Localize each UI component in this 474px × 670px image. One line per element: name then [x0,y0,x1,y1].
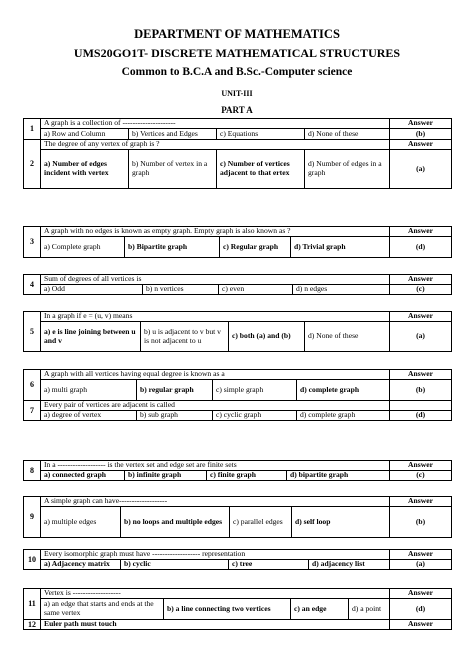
option-d: d) Number of edges in a graph [305,150,390,189]
option-a: a) connected graph [41,471,125,481]
option-b: b) Number of vertex in a graph [129,150,217,189]
question-number: 7 [24,401,41,421]
answer-blank [390,401,452,411]
question-table-9 [23,496,452,538]
option-a: a) Number of edges incident with vertex [41,150,129,189]
question-number: 3 [24,227,41,258]
answer-header: Answer [390,140,452,150]
answer-header: Answer [390,589,452,599]
option-b: b) cyclic [121,560,229,570]
option-c: c) an edge [291,599,349,620]
answer-key: (d) [390,411,452,421]
question-text: A graph is a collection of --------------------- [41,119,390,129]
answer-key: (c) [390,285,452,295]
option-b: b) sub graph [137,411,213,421]
question-text: A simple graph can have------------------- [41,497,390,507]
option-b: b) regular graph [137,380,213,401]
question-text: Every pair of vertices are adjacent is called [41,401,390,411]
question-number: 1 [24,119,41,140]
option-c: c) Number of vertices adjacent to that ertex [217,150,305,189]
answer-header: Answer [390,370,452,380]
option-c: c) Regular graph [220,237,291,258]
answer-key: (d) [390,599,452,620]
answer-header: Answer [390,275,452,285]
option-a: a) Row and Column [41,129,129,140]
question-table-11-12 [23,588,452,630]
answer-key: (a) [390,150,452,189]
answer-key: (b) [390,380,452,401]
answer-header: Answer [390,227,452,237]
unit-label: UNIT-III [221,89,253,98]
question-text: Sum of degrees of all vertices is [41,275,390,285]
option-d: d) complete graph [297,380,390,401]
option-d: d) complete graph [297,411,390,421]
option-d: d) adjacency list [309,560,390,570]
option-b: b) infinite graph [125,471,207,481]
option-a: a) multiple edges [41,507,121,538]
option-c: c) parallel edges [230,507,292,538]
question-table-10 [23,549,452,570]
question-number: 12 [24,620,41,630]
answer-key: (b) [390,507,452,538]
question-table-8 [23,460,452,481]
option-a: a) multi graph [41,380,137,401]
answer-header: Answer [390,620,452,630]
option-b: b) u is adjacent to v but v is not adjacent to u [141,322,229,352]
option-d: d) a point [349,599,390,620]
question-number: 11 [24,589,41,620]
question-table-3 [23,226,452,258]
answer-header: Answer [390,497,452,507]
option-b: b) Vertices and Edges [129,129,217,140]
option-d: d) n edges [293,285,390,295]
question-number: 8 [24,461,41,481]
option-d: d) self loop [292,507,390,538]
question-text: The degree of any vertex of graph is ? [41,140,390,150]
option-c: c) even [219,285,293,295]
answer-key: (c) [390,471,452,481]
option-d: d) None of these [305,322,390,352]
answer-key: (b) [390,129,452,140]
question-text: Every isomorphic graph must have ------------------- representation [41,550,390,560]
option-a: a) degree of vertex [41,411,137,421]
answer-key: (a) [390,560,452,570]
question-text: In a graph if e = (u, v) means [41,312,390,322]
answer-key: (d) [390,237,452,258]
question-text: A graph with no edges is known as empty graph. Empty graph is also known as ? [41,227,390,237]
question-text: Euler path must touch [41,620,390,630]
option-a: a) an edge that starts and ends at the same vertex [41,599,164,620]
question-number: 4 [24,275,41,295]
option-c: c) cyclic graph [213,411,297,421]
course-title: UMS20GO1T- DISCRETE MATHEMATICAL STRUCTURES [73,46,401,60]
question-text: In a ------------------- is the vertex set and edge set are finite sets [41,461,390,471]
option-b: b) no loops and multiple edges [121,507,230,538]
answer-header: Answer [390,312,452,322]
question-table-1-2 [23,118,452,189]
option-b: b) n vertices [143,285,219,295]
option-a: a) Complete graph [41,237,125,258]
option-d: d) Trivial graph [291,237,390,258]
answer-header: Answer [390,550,452,560]
question-number: 9 [24,497,41,538]
question-table-4 [23,274,452,295]
option-c: c) finite graph [207,471,287,481]
question-table-6-7 [23,369,452,421]
part-label: PART A [221,105,253,115]
option-c: c) Equations [217,129,305,140]
question-number: 5 [24,312,41,352]
option-b: b) Bipartite graph [125,237,220,258]
option-c: c) simple graph [213,380,297,401]
department-title: DEPARTMENT OF MATHEMATICS [134,27,340,41]
question-text: Vertex is ------------------- [41,589,390,599]
option-a: a) Adjacency matrix [41,560,121,570]
common-subtitle: Common to B.C.A and B.Sc.-Computer science [121,66,353,78]
option-a: a) Odd [41,285,143,295]
answer-header: Answer [390,119,452,129]
option-c: c) tree [229,560,309,570]
question-text: A graph with all vertices having equal degree is known as a [41,370,390,380]
option-b: b) a line connecting two vertices [164,599,291,620]
answer-key: (a) [390,322,452,352]
option-c: c) both (a) and (b) [229,322,305,352]
option-d: d) None of these [305,129,390,140]
question-table-5 [23,311,452,352]
question-number: 6 [24,370,41,401]
question-number: 2 [24,140,41,189]
option-a: a) e is line joining between u and v [41,322,141,352]
answer-header: Answer [390,461,452,471]
question-number: 10 [24,550,41,570]
option-d: d) bipartite graph [287,471,390,481]
